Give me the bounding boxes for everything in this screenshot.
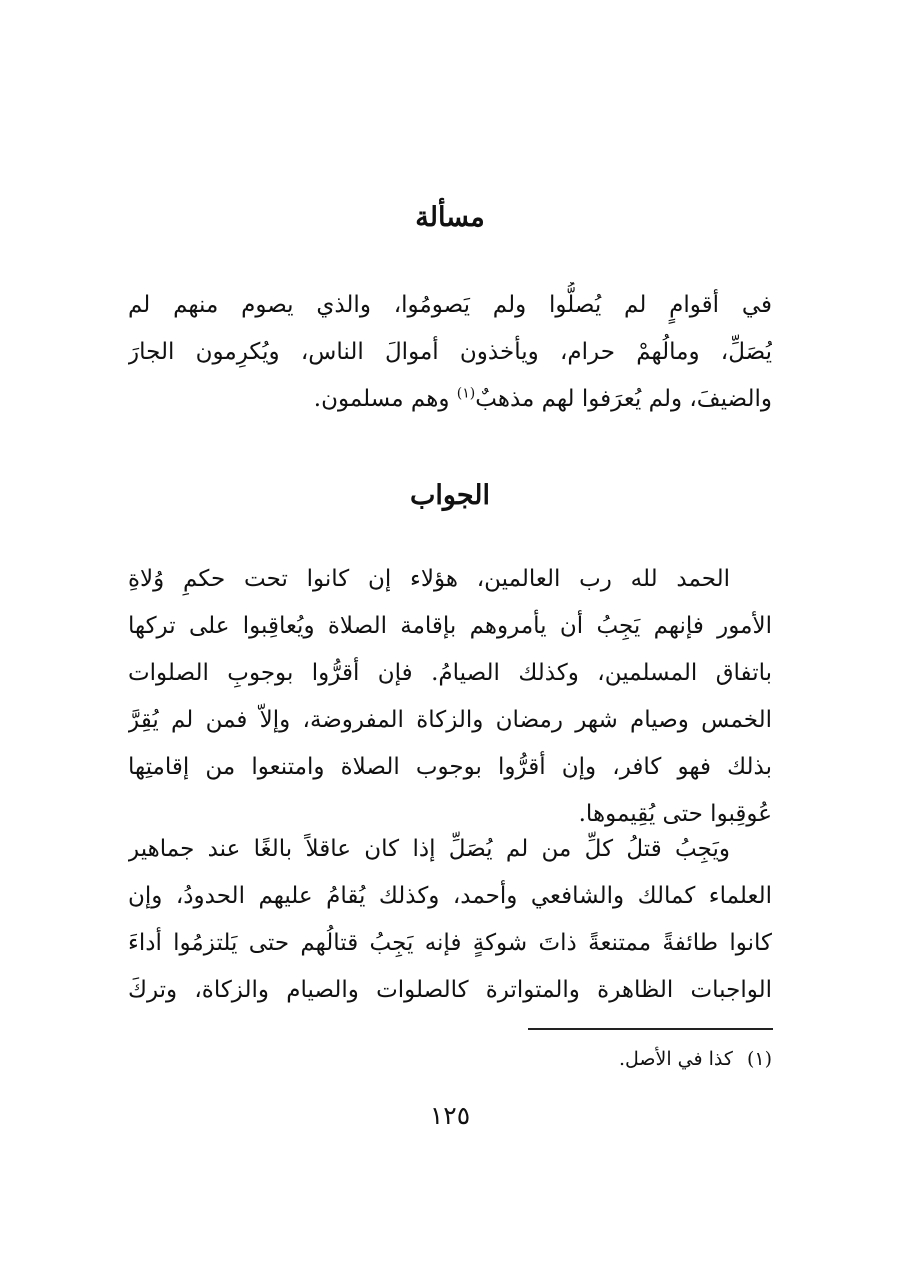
answer-paragraph-1 <box>128 556 772 838</box>
answer-line: الأمور فإنهم يَجِبُ أن يأمروهم بإقامة الصلاة ويُعاقِبوا على تركها <box>128 613 772 639</box>
page-number: ١٢٥ <box>429 1101 471 1130</box>
answer-line: الحمد لله رب العالمين، هؤلاء إن كانوا تحت حكمِ وُلاةِ <box>128 566 730 592</box>
footnote-divider <box>528 1028 773 1030</box>
answer-line: العلماء كمالك والشافعي وأحمد، وكذلك يُقامُ عليهم الحدودُ، وإن <box>128 883 772 909</box>
answer-line: عُوقِبوا حتى يُقِيموها. <box>578 801 772 827</box>
footnote-reference[interactable]: (١) <box>456 385 476 402</box>
answer-line: بذلك فهو كافر، وإن أقرُّوا بوجوب الصلاة وامتنعوا من إقامتِها <box>128 754 772 780</box>
question-line: في أقوامٍ لم يُصلُّوا ولم يَصومُوا، والذي يصوم منهم لم <box>128 292 772 318</box>
answer-line: ويَجِبُ قتلُ كلِّ من لم يُصَلِّ إذا كان عاقلاً بالغًا عند جماهير <box>128 836 730 862</box>
footnote-text: كذا في الأصل. <box>618 1048 733 1070</box>
answer-line: باتفاق المسلمين، وكذلك الصيامُ. فإن أقرُّوا بوجوبِ الصلوات <box>128 660 772 686</box>
footnote <box>128 1042 772 1076</box>
answer-line: الواجبات الظاهرة والمتواترة كالصلوات والصيام والزكاة، وتركَ <box>128 977 772 1003</box>
answer-paragraph-2 <box>128 826 772 1014</box>
footnote-number: (١) <box>746 1048 772 1070</box>
answer-line: الخمس وصيام شهر رمضان والزكاة المفروضة، وإلاّ فمن لم يُقِرَّ <box>128 707 772 733</box>
answer-line: كانوا طائفةً ممتنعةً ذاتَ شوكةٍ فإنه يَجِبُ قتالُهم حتى يَلتزمُوا أداءَ <box>128 930 772 956</box>
question-paragraph <box>128 282 772 423</box>
question-heading: مسألة <box>415 202 485 233</box>
question-line-text: والضيفَ، ولم يُعرَفوا لهم مذهبٌ <box>475 386 772 412</box>
question-line-ending: وهم مسلمون. <box>313 386 457 412</box>
answer-heading: الجواب <box>409 480 491 511</box>
question-line: يُصَلِّ، ومالُهمْ حرام، ويأخذون أموالَ الناس، ويُكرِمون الجارَ <box>128 339 772 365</box>
question-line-last <box>128 376 772 423</box>
